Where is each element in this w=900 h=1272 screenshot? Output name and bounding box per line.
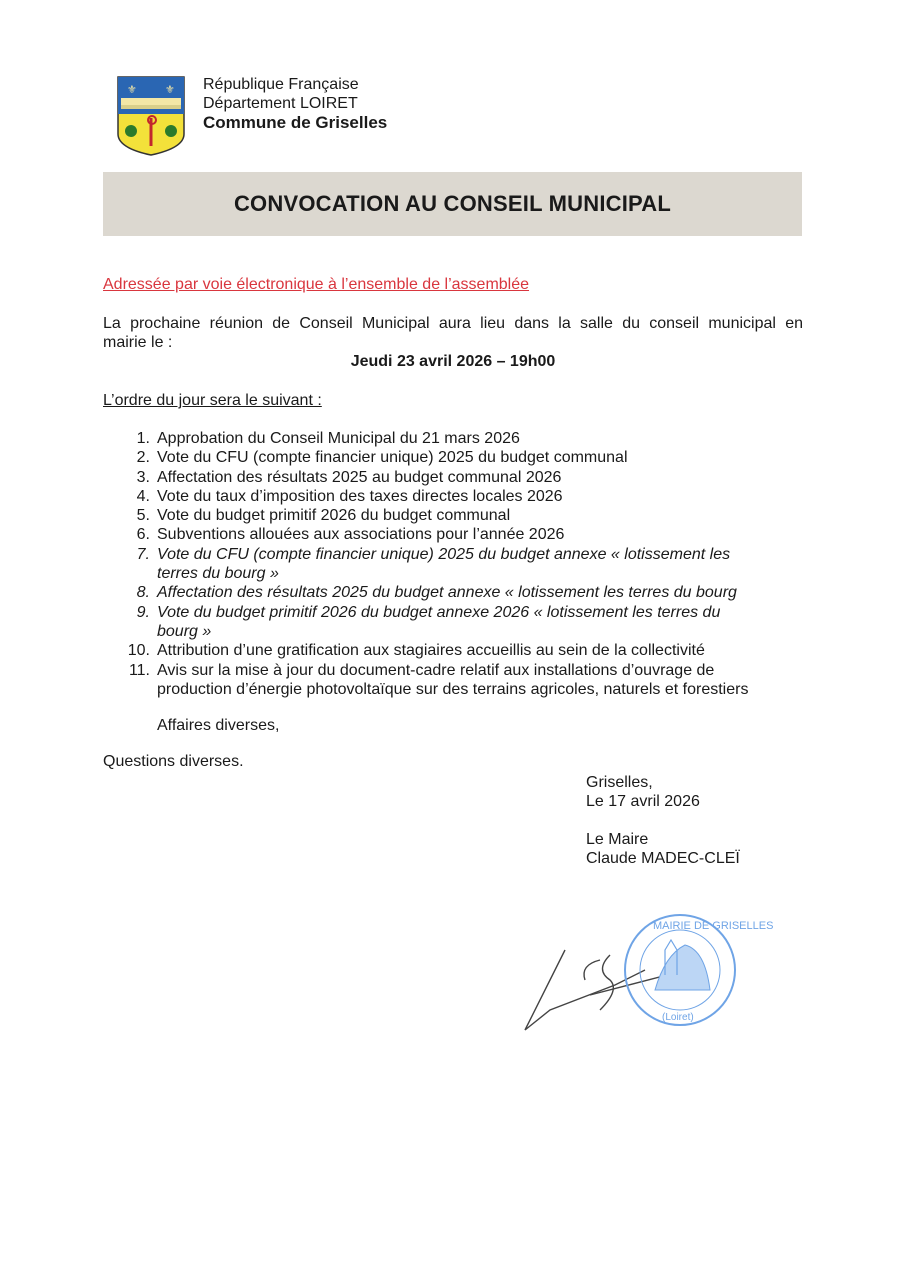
agenda-item-text: production d’énergie photovoltaïque sur des terrains agricoles, naturels et forestiers bbox=[157, 680, 749, 698]
agenda-item-text: Affectation des résultats 2025 au budget communal 2026 bbox=[157, 468, 562, 486]
agenda-item-number: 4. bbox=[136, 487, 150, 505]
agenda-item-text: Vote du CFU (compte financier unique) 2025 du budget annexe « lotissement les bbox=[157, 545, 731, 563]
title-banner bbox=[103, 172, 802, 236]
town-hall-stamp bbox=[625, 915, 773, 1025]
agenda-item-text: Vote du budget primitif 2026 du budget annexe 2026 « lotissement les terres du bbox=[157, 603, 721, 621]
agenda-item-continuation bbox=[103, 680, 803, 699]
department-line: Département LOIRET bbox=[203, 95, 358, 112]
svg-text:⚜: ⚜ bbox=[165, 84, 175, 96]
agenda-item bbox=[103, 583, 803, 602]
agenda-item-number: 1. bbox=[136, 430, 150, 447]
agenda-item-text: Vote du CFU (compte financier unique) 2025 du budget communal bbox=[157, 449, 628, 467]
agenda-item-text: Approbation du Conseil Municipal du 21 mars 2026 bbox=[157, 430, 520, 447]
issuer-header bbox=[203, 75, 387, 132]
agenda-item-number bbox=[103, 622, 157, 641]
agenda-item bbox=[103, 603, 803, 622]
agenda-item-number: 11. bbox=[128, 661, 150, 679]
intro-line: mairie le : bbox=[103, 334, 173, 351]
agenda-item-text: Vote du taux d’imposition des taxes directes locales 2026 bbox=[157, 487, 563, 505]
agenda-item-number: 7. bbox=[136, 545, 150, 563]
signature-date: Le 17 avril 2026 bbox=[586, 793, 700, 810]
agenda-heading: L’ordre du jour sera le suivant : bbox=[103, 392, 322, 409]
agenda-item bbox=[103, 661, 803, 680]
intro-line: La prochaine réunion de Conseil Municipal aura lieu dans la salle du conseil municipal en bbox=[103, 315, 803, 332]
agenda-item bbox=[103, 487, 803, 506]
agenda-item-text: bourg » bbox=[157, 622, 212, 640]
agenda-item-text: terres du bourg » bbox=[157, 565, 279, 583]
affaires-diverses: Affaires diverses, bbox=[157, 717, 280, 734]
agenda-item bbox=[103, 468, 803, 487]
agenda-item-number: 9. bbox=[136, 603, 150, 621]
signature-role: Le Maire bbox=[586, 831, 649, 848]
agenda-item bbox=[103, 525, 803, 544]
agenda-item bbox=[103, 545, 803, 564]
agenda-item-text: Subventions allouées aux associations pour l’année 2026 bbox=[157, 526, 565, 544]
intro-paragraph bbox=[103, 314, 803, 352]
agenda-item bbox=[103, 506, 803, 525]
agenda-item-text: Affectation des résultats 2025 du budget annexe « lotissement les terres du bourg bbox=[157, 584, 737, 602]
agenda-item-continuation bbox=[103, 622, 803, 641]
agenda-item-number: 2. bbox=[136, 449, 150, 467]
coat-of-arms-logo bbox=[117, 76, 185, 156]
republic-line: République Française bbox=[203, 76, 359, 93]
agenda-item-number bbox=[103, 564, 157, 583]
agenda-item-text: Attribution d’une gratification aux stagiaires accueillis au sein de la collectivité bbox=[157, 642, 705, 660]
agenda-item-number: 10. bbox=[127, 642, 150, 660]
agenda-item-number: 3. bbox=[136, 468, 150, 486]
signature-block bbox=[586, 773, 740, 868]
agenda-item bbox=[103, 641, 803, 660]
document-title: CONVOCATION AU CONSEIL MUNICIPAL bbox=[233, 191, 672, 216]
agenda-item-number: 6. bbox=[136, 526, 150, 544]
commune-line: Commune de Griselles bbox=[203, 113, 388, 132]
agenda-item-text: Avis sur la mise à jour du document-cadre relatif aux installations d’ouvrage de bbox=[157, 661, 715, 679]
agenda-item-text: Vote du budget primitif 2026 du budget communal bbox=[157, 507, 511, 525]
agenda-item bbox=[103, 448, 803, 467]
questions-diverses: Questions diverses. bbox=[103, 753, 244, 770]
agenda-item-number: 5. bbox=[136, 507, 150, 525]
agenda-item-number: 8. bbox=[136, 584, 150, 602]
stamp-top-text: MAIRIE DE GRISELLES bbox=[653, 920, 774, 932]
addressed-note: Adressée par voie électronique à l’ensemble de l’assemblée bbox=[103, 276, 530, 293]
svg-text:⚜: ⚜ bbox=[127, 84, 137, 96]
agenda-item-continuation bbox=[103, 564, 803, 583]
meeting-date: Jeudi 23 avril 2026 – 19h00 bbox=[350, 353, 556, 370]
agenda-item-number bbox=[103, 680, 157, 699]
signature-name: Claude MADEC-CLEÏ bbox=[586, 850, 740, 867]
signature-place: Griselles, bbox=[586, 774, 653, 791]
agenda-list bbox=[103, 429, 803, 699]
agenda-item bbox=[103, 429, 803, 448]
signature-and-stamp bbox=[515, 895, 774, 1040]
stamp-bottom-text: (Loiret) bbox=[662, 1012, 694, 1023]
